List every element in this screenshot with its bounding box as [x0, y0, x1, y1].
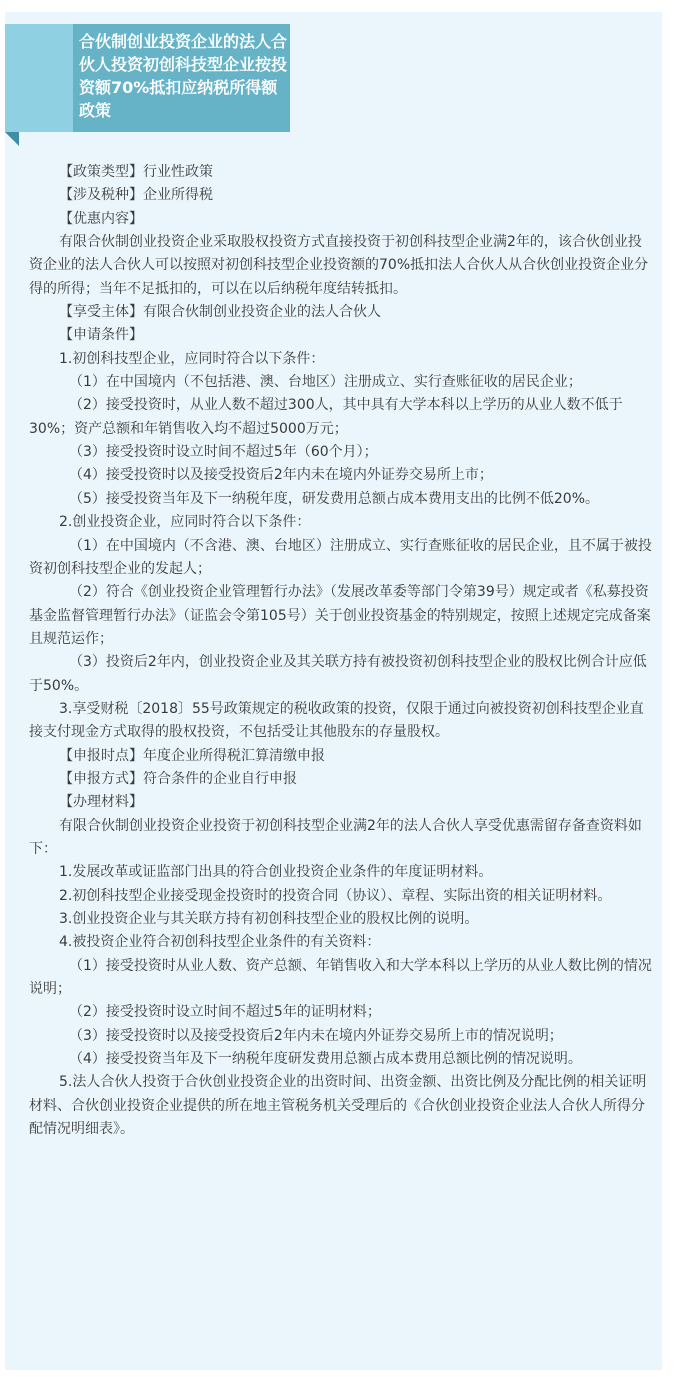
paragraph: 【办理材料】: [59, 794, 143, 811]
ribbon-accent: [5, 24, 73, 132]
paragraph: （2）接受投资时，从业人数不超过300人，其中具有大学本科以上学历的从业人数不低于30%；资产总额和年销售收入均不超过5000万元；: [29, 397, 623, 437]
paragraph: （1）接受投资时从业人数、资产总额、年销售收入和大学本科以上学历的从业人数比例的情况说明；: [29, 957, 652, 998]
paragraph: 【享受主体】有限合伙制创业投资企业的法人合伙人: [59, 304, 381, 321]
paragraph: 【申请条件】: [59, 327, 143, 344]
paragraph: 2.创业投资企业，应同时符合以下条件：: [59, 514, 311, 531]
paragraph: 【申报方式】符合条件的企业自行申报: [59, 770, 297, 787]
paragraph: 有限合伙制创业投资企业投资于初创科技型企业满2年的法人合伙人享受优惠需留存备查资料如下：: [29, 817, 642, 857]
paragraph: 【政策类型】行业性政策: [59, 164, 213, 180]
paragraph: 2.初创科技型企业接受现金投资时的投资合同（协议）、章程、实际出资的相关证明材料。: [59, 887, 612, 904]
paragraph: 【申报时点】年度企业所得税汇算清缴申报: [59, 747, 325, 764]
paragraph: （1）在中国境内（不含港、澳、台地区）注册成立、实行查账征收的居民企业，且不属于被投资初创科技型企业的发起人；: [29, 537, 652, 577]
page-title: 合伙制创业投资企业的法人合伙人投资初创科技型企业按投资额70%抵扣应纳税所得额政策: [79, 32, 288, 120]
paragraph: （5）接受投资当年及下一纳税年度，研发费用总额占成本费用支出的比例不低20%。: [69, 490, 600, 507]
paragraph: 3.享受财税〔2018〕55号政策规定的税收政策的投资，仅限于通过向被投资初创科技型企业直接支付现金方式取得的股权投资，不包括受让其他股东的存量股权。: [29, 700, 644, 741]
paragraph: 3.创业投资企业与其关联方持有初创科技型企业的股权比例的说明。: [59, 911, 479, 927]
paragraph: 1.初创科技型企业，应同时符合以下条件：: [59, 350, 325, 367]
paragraph: （3）投资后2年内，创业投资企业及其关联方持有被投资初创科技型企业的股权比例合计应低于50%。: [29, 654, 647, 694]
paragraph: 【优惠内容】: [59, 210, 143, 227]
paragraph: （2）接受投资时设立时间不超过5年的证明材料；: [69, 1004, 381, 1021]
paragraph: （4）接受投资当年及下一纳税年度研发费用总额占成本费用总额比例的情况说明。: [69, 1051, 582, 1068]
title-ribbon: [5, 24, 290, 132]
paragraph: 1.发展改革或证监部门出具的符合创业投资企业条件的年度证明材料。: [59, 864, 493, 881]
ribbon-fold: [5, 132, 19, 146]
paragraph: 4.被投资企业符合初创科技型企业条件的有关资料：: [59, 934, 381, 951]
paragraph: （4）接受投资时以及接受投资后2年内未在境内外证券交易所上市；: [69, 467, 493, 484]
paragraph: （2）符合《创业投资企业管理暂行办法》（发展改革委等部门令第39号）规定或者《私募投资基金监督管理暂行办法》（证监会令第105号）关于创业投资基金的特别规定，按照上述规定完成备案且规范运作；: [29, 584, 651, 647]
paragraph: 5.法人合伙人投资于合伙创业投资企业的出资时间、出资金额、出资比例及分配比例的相关证明材料、合伙创业投资企业提供的所在地主管税务机关受理后的《合伙创业投资企业法人合伙人所得分配情况明细表》。: [29, 1074, 647, 1138]
paragraph: （3）接受投资时以及接受投资后2年内未在境内外证券交易所上市的情况说明；: [69, 1027, 563, 1044]
policy-content: [29, 161, 652, 1141]
paragraph: 有限合伙制创业投资企业采取股权投资方式直接投资于初创科技型企业满2年的，该合伙创业投资企业的法人合伙人可以按照对初创科技型企业投资额的70%抵扣法人合伙人从合伙创业投资企业分得的所得；当年不足抵扣的，可以在以后纳税年度结转抵扣。: [29, 234, 649, 297]
paragraph: （1）在中国境内（不包括港、澳、台地区）注册成立、实行查账征收的居民企业；: [69, 374, 582, 391]
paragraph: （3）接受投资时设立时间不超过5年（60个月）；: [69, 444, 378, 461]
paragraph: 【涉及税种】企业所得税: [59, 187, 213, 204]
